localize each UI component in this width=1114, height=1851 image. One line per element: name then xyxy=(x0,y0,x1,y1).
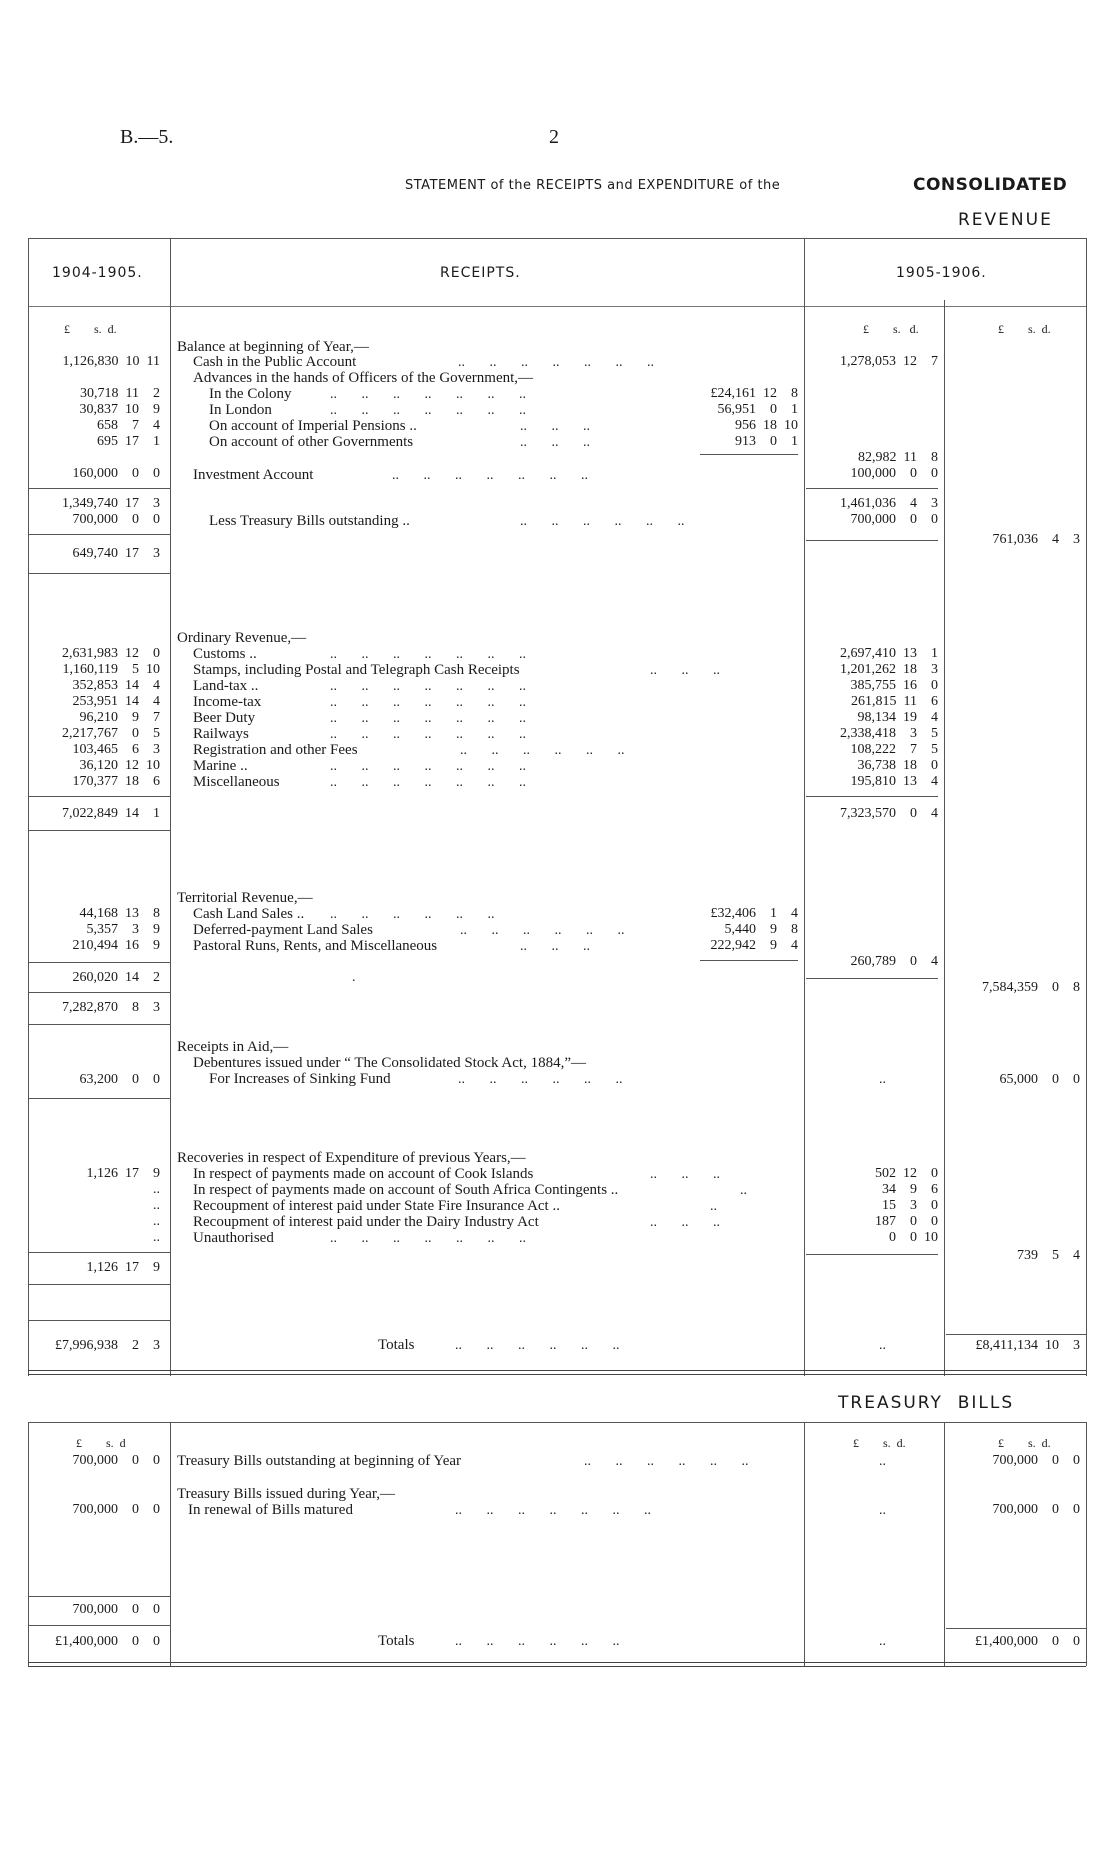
treasury-totals-left: £1,400,000 0 0 xyxy=(55,1634,160,1649)
statement-title-bold: CONSOLIDATED xyxy=(913,175,1068,195)
totals-label: Totals xyxy=(378,1337,415,1353)
units-right-a: £ s. d. xyxy=(863,322,919,336)
document-ref: B.—5. xyxy=(120,126,174,148)
totals-left: £7,996,938 2 3 xyxy=(55,1338,160,1353)
balance-heading: Balance at beginning of Year,— xyxy=(177,339,369,355)
col-header-1905: 1905-1906. xyxy=(896,265,987,281)
ordinary-heading: Ordinary Revenue,— xyxy=(177,630,307,646)
aid-heading: Receipts in Aid,— xyxy=(177,1039,289,1055)
recoveries-heading: Recoveries in respect of Expenditure of previous Years,— xyxy=(177,1150,526,1166)
ordinary-total-left: 7,022,849 14 1 xyxy=(62,806,160,821)
units-right-b: £ s. d. xyxy=(998,322,1051,336)
treasury-totals-right: £1,400,000 0 0 xyxy=(975,1634,1080,1649)
advances-heading: Advances in the hands of Officers of the Government,— xyxy=(193,370,534,386)
aid-total: 65,000 0 0 xyxy=(999,1072,1080,1087)
totals-right: £8,411,134 10 3 xyxy=(975,1338,1080,1353)
treasury-bills-title: TREASURY BILLS xyxy=(838,1393,1015,1413)
cash-right: 1,278,053 12 7 xyxy=(840,354,938,369)
combined-left: 7,282,870 8 3 xyxy=(62,1000,160,1015)
ordinary-total-right: 7,323,570 0 4 xyxy=(840,806,938,821)
cash-label: Cash in the Public Account xyxy=(193,354,357,370)
treasury-totals-label: Totals xyxy=(378,1633,415,1649)
section-title-revenue: REVENUE xyxy=(958,210,1053,230)
balance-net-total: 761,036 4 3 xyxy=(992,532,1080,547)
territorial-combined-total: 7,584,359 0 8 xyxy=(982,980,1080,995)
less-treasury-label: Less Treasury Bills outstanding .. xyxy=(209,513,410,529)
investment-label: Investment Account xyxy=(193,467,314,483)
cash-left: 1,126,830 10 11 xyxy=(62,354,160,369)
recoveries-total: 739 5 4 xyxy=(1017,1248,1080,1263)
units-left: £ s. d. xyxy=(64,322,117,336)
treasury-outstanding-label: Treasury Bills outstanding at beginning of Year xyxy=(177,1453,462,1469)
page-number: 2 xyxy=(549,126,559,148)
advances-right: 82,982 11 8 xyxy=(858,450,938,465)
treasury-issued-heading: Treasury Bills issued during Year,— xyxy=(177,1486,396,1502)
col-header-receipts: RECEIPTS. xyxy=(440,265,521,281)
territorial-heading: Territorial Revenue,— xyxy=(177,890,313,906)
statement-title: STATEMENT of the RECEIPTS and EXPENDITURE of the xyxy=(405,178,781,193)
col-header-1904: 1904-1905. xyxy=(52,265,143,281)
